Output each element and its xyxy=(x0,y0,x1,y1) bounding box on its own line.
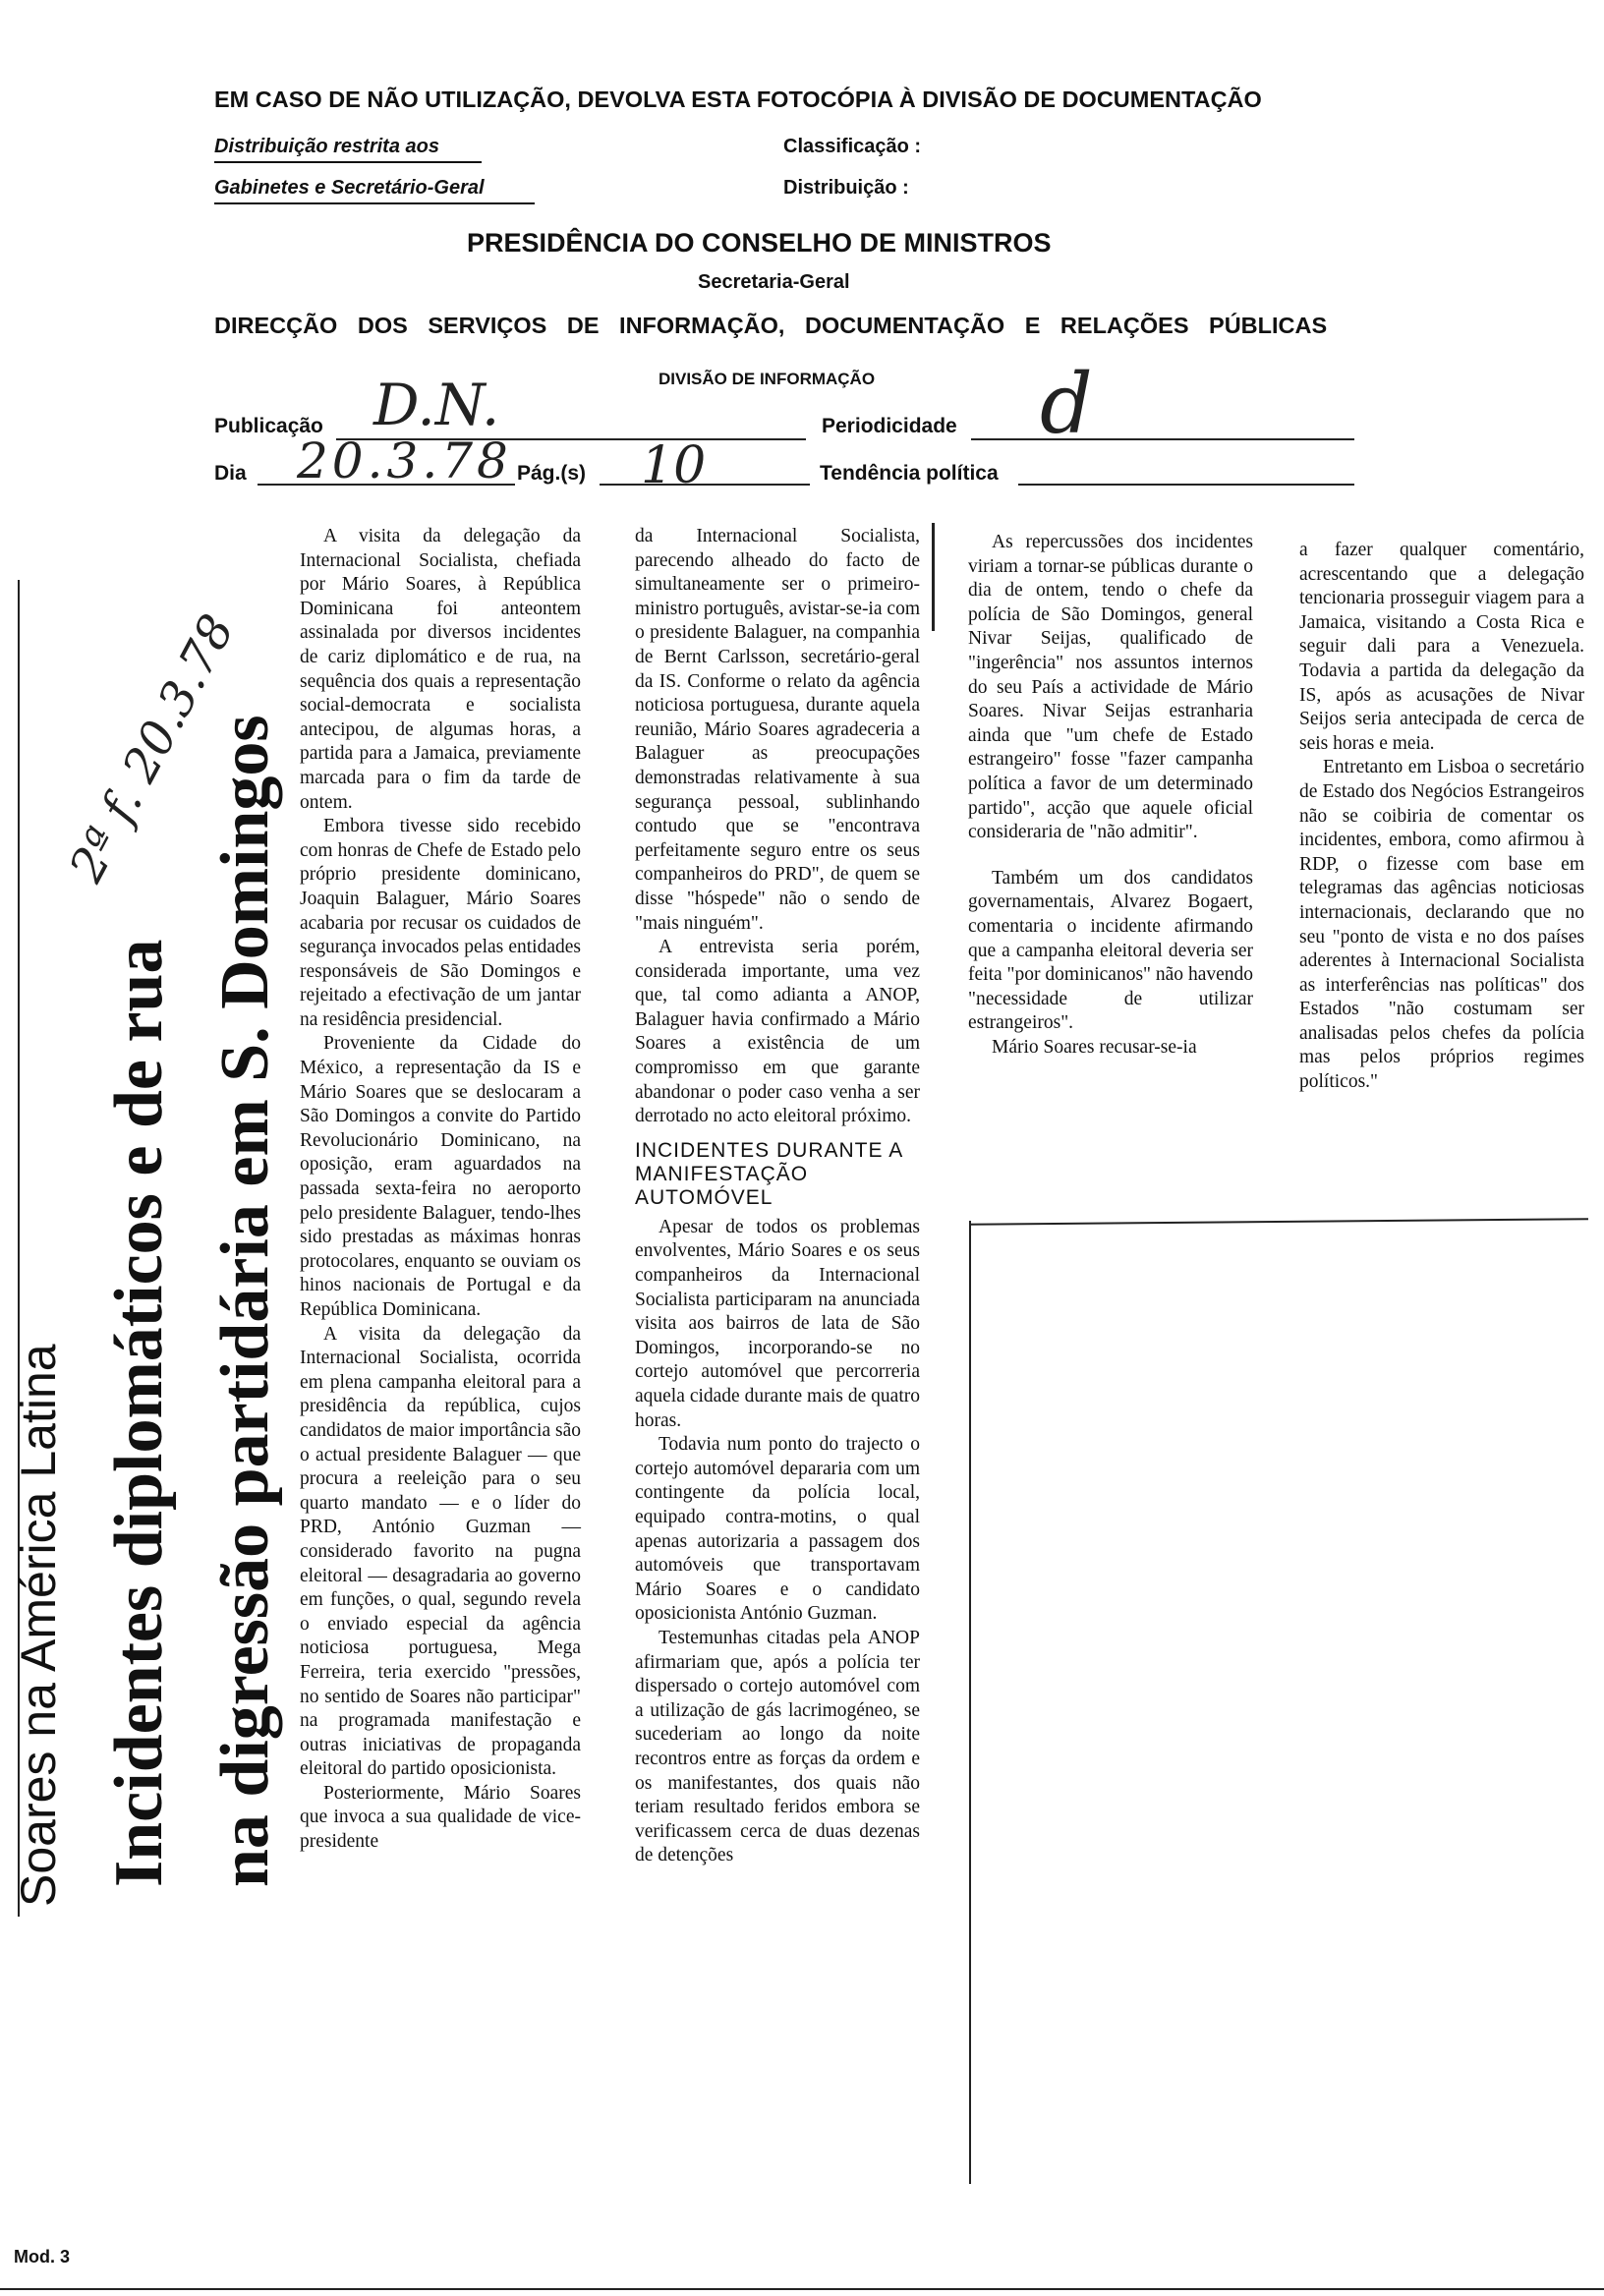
subheading: INCIDENTES DURANTE A MANIFESTAÇÃO AUTOMÓVEL xyxy=(635,1138,903,1209)
handwritten-dia: 20.3.78 xyxy=(297,432,512,489)
headline-line-2: na digressão partidária em S. Domingos xyxy=(207,715,283,1887)
periodicidade-field-line xyxy=(971,438,1354,440)
bracket-mark xyxy=(932,523,935,631)
paragraph: da Internacional Socialista, parecendo alheado do facto de simultaneamente ser o primeiro-ministro português, avistar-se-ia com o presidente Balaguer, na companhia de Bernt Carlsson, secretário-geral da IS. Conforme o relato da agência noticiosa portuguesa, durante aquela reunião, Mário Soares agradeceria a Balaguer as preocupações demonstradas relativamente à sua segurança pessoal, sublinhando contudo que se "encontrava perfeitamente seguro entre os seus companheiros do PRD", de quem se disse "hóspede" não o sendo de "mais ninguém". xyxy=(635,526,920,934)
distribuicao-label: Distribuição : xyxy=(783,177,909,199)
paragraph: Testemunhas citadas pela ANOP afirmariam que, após a polícia ter dispersado o cortejo automóvel com a utilização de gás lacrimogéneo, se sucederiam ao longo da noite recontros entre as forças da ordem e os manifestantes, dos quais não teriam resultado feridos embora se verificassem cerca de duas dezenas de detenções xyxy=(635,1627,920,1866)
tendencia-field-line xyxy=(1018,484,1354,486)
paragraph: Proveniente da Cidade do México, a representação da IS e Mário Soares que se deslocaram a São Domingos a convite do Partido Revolucionário Dominicano, na oposição, eram aguardados na passada sexta-feira no aeroporto pelo presidente Balaguer, tendo-lhes sido prestadas as máximas honras protocolares, enquanto se ouviam os hinos nacionais de Portugal e da República Dominicana. xyxy=(300,1033,581,1320)
distribution-recipients: Gabinetes e Secretário-Geral xyxy=(214,177,485,199)
paragraph: Posteriormente, Mário Soares que invoca a sua qualidade de vice-presidente xyxy=(300,1782,581,1853)
handwritten-publicacao: D.N. xyxy=(373,372,500,438)
model-number: Mod. 3 xyxy=(14,2247,70,2267)
direction-title: DIRECÇÃO DOS SERVIÇOS DE INFORMAÇÃO, DOCUMENTAÇÃO E RELAÇÕES PÚBLICAS xyxy=(214,313,1328,338)
cut-line-horizontal xyxy=(969,1218,1588,1225)
dia-label: Dia xyxy=(214,462,247,485)
notice-heading: EM CASO DE NÃO UTILIZAÇÃO, DEVOLVA ESTA FOTOCÓPIA À DIVISÃO DE DOCUMENTAÇÃO xyxy=(214,86,1262,112)
pag-label: Pág.(s) xyxy=(517,462,587,485)
paragraph: a fazer qualquer comentário, acrescentando que a delegação tencionaria prosseguir viagem para a Jamaica, visitando a Costa Rica e seguir dali para a Venezuela. Todavia a partida da delegação da IS, após as acusações de Nivar Seijos seria antecipada de cerca de seis horas e meia. xyxy=(1299,540,1584,754)
distribution-restricted: Distribuição restrita aos xyxy=(214,136,439,157)
distribution-underline-2 xyxy=(214,202,535,204)
handwritten-periodicidade: d xyxy=(1040,356,1093,452)
paragraph: Também um dos candidatos governamentais, Alvarez Bogaert, comentaria o incidente afirmando que a campanha eleitoral deveria ser feita "por dominicanos" não havendo "necessidade de utilizar estrangeiros". xyxy=(968,867,1253,1034)
tendencia-label: Tendência política xyxy=(820,462,999,485)
distribution-underline-1 xyxy=(214,161,482,163)
article-column-1 xyxy=(300,525,581,1855)
paragraph: A entrevista seria porém, considerada importante, uma vez que, tal como adianta a ANOP, Balaguer havia confirmado a Mário Soares a existência de um compromisso em que garante abandonar o poder caso venha a ser derrotado no acto eleitoral próximo. xyxy=(635,937,920,1127)
handwritten-margin-note: 2ª f. 20.3.78 xyxy=(59,605,246,891)
paragraph: A visita da delegação da Internacional Socialista, ocorrida em plena campanha eleitoral para a presidência da república, cujos candidatos de maior importância são o actual presidente Balaguer — que procura a reeleição para o seu quarto mandato — e o líder do PRD, António Guzman — considerado favorito na pugna eleitoral — desagradaria ao governo em funções, o qual, segundo revela o enviado especial da agência noticiosa portuguesa, Mega Ferreira, teria exercido "pressões, no sentido de Soares não participar" na programada manifestação e outras iniciativas de propaganda eleitoral do partido oposicionista. xyxy=(300,1323,581,1780)
handwritten-pag: 10 xyxy=(641,436,707,495)
section-label: Soares na América Latina xyxy=(11,1344,66,1907)
division-title: DIVISÃO DE INFORMAÇÃO xyxy=(659,370,876,388)
paragraph: Entretanto em Lisboa o secretário de Estado dos Negócios Estrangeiros não se coibiria de comentar os incidentes, embora, como afirmou à RDP, o fizesse com base em telegramas das agências noticiosas internacionais, declarando que no seu "ponto de vista e no dos países aderentes à Internacional Socialista as interferências nas políticas" dos Estados "não costumam ser analisadas pelos chefes da polícia mas pelos próprios regimes políticos." xyxy=(1299,757,1584,1093)
sub-organization: Secretaria-Geral xyxy=(698,271,850,293)
paragraph: As repercussões dos incidentes viriam a tornar-se públicas durante o dia de ontem, tendo o chefe da polícia de São Domingos, general Nivar Seijas, qualificado de "ingerência" nos assuntos internos do seu País a actividade de Mário Soares. Nivar Seijas estranharia ainda que "um chefe de Estado estrangeiro" fosse "fazer campanha política a favor de um determinado partido", acção que aquele oficial consideraria de "não admitir". xyxy=(968,532,1253,843)
footer-rule xyxy=(0,2288,1604,2290)
headline-line-1: Incidentes diplomáticos e de rua xyxy=(101,939,177,1887)
periodicidade-label: Periodicidade xyxy=(822,415,957,437)
article-column-2 xyxy=(635,525,920,1868)
organization-title: PRESIDÊNCIA DO CONSELHO DE MINISTROS xyxy=(467,228,1052,258)
paragraph: Apesar de todos os problemas envolventes, Mário Soares e os seus companheiros da Internacional Socialista participaram na anunciada visita aos bairros de lata de São Domingos, incorporando-se no cortejo automóvel que percorreria aquela cidade durante mais de quatro horas. xyxy=(635,1216,920,1431)
paragraph: Mário Soares recusar-se-ia xyxy=(992,1036,1197,1058)
article-column-3 xyxy=(968,531,1253,1060)
paragraph: A visita da delegação da Internacional Socialista, chefiada por Mário Soares, à República Dominicana foi anteontem assinalada por diversos incidentes de cariz diplomático e de rua, na sequência dos quais a representação social-democrata e socialista antecipou, de algumas horas, a partida para a Jamaica, previamente marcada para o fim da tarde de ontem. xyxy=(300,526,581,813)
column-gap xyxy=(968,845,1253,867)
cut-line-vertical xyxy=(969,1221,971,2184)
paragraph: Todavia num ponto do trajecto o cortejo automóvel depararia com um contingente da polícia local, equipado contra-motins, o qual apenas autorizaria a passagem dos automóveis que transportavam Mário Soares e o candidato oposicionista António Guzman. xyxy=(635,1434,920,1625)
paragraph: Embora tivesse sido recebido com honras de Chefe de Estado pelo próprio presidente dominicano, Joaquin Balaguer, Mário Soares acabaria por recusar os cuidados de segurança invocados pelas entidades responsáveis de São Domingos e rejeitado a efectivação de um jantar na residência presidencial. xyxy=(300,816,581,1030)
article-column-4 xyxy=(1299,539,1584,1095)
classificacao-label: Classificação : xyxy=(783,136,922,157)
publicacao-label: Publicação xyxy=(214,415,323,437)
